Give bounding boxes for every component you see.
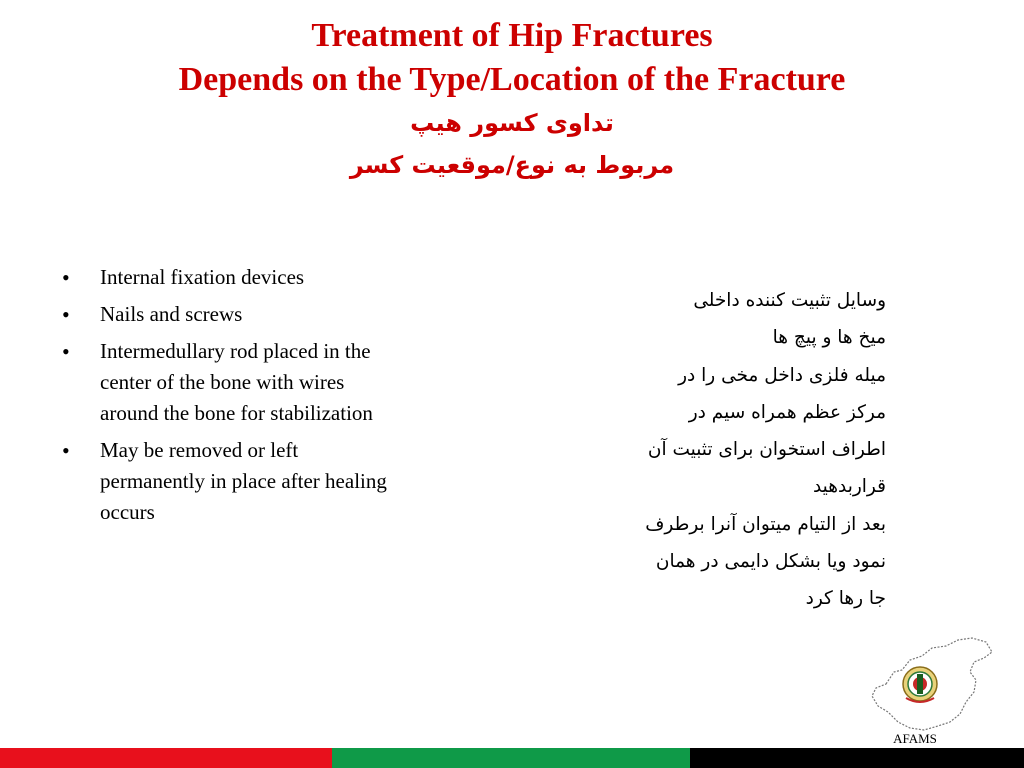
persian-line: قراربدهید [812, 476, 886, 498]
bullet-dot-icon: • [62, 302, 70, 327]
bullet-item [62, 435, 392, 528]
bullet-dot-icon: • [62, 438, 70, 463]
title-persian-line-2: مربوط به نوع/موقعیت کسر [349, 151, 675, 179]
bullet-text: Nails and screws [100, 302, 243, 326]
bullet-text: Internal fixation devices [100, 265, 305, 289]
bullet-text: May be removed or left permanently in place after healing occurs [100, 438, 387, 524]
bullet-item [62, 299, 392, 330]
bullet-item [62, 336, 392, 429]
persian-line: میله فلزی داخل مخی را در [678, 364, 886, 386]
title-persian-line-1: تداوی کسور هیپ [410, 109, 614, 137]
persian-line: جا رها کرد [805, 588, 886, 610]
bullet-dot-icon: • [62, 339, 70, 364]
title-english-line-2: Depends on the Type/Location of the Fracture [178, 61, 846, 98]
slide-title [0, 14, 1024, 186]
title-english-line-1: Treatment of Hip Fractures [311, 17, 713, 54]
flag-segment-black [690, 748, 1024, 768]
flag-segment-green [332, 748, 690, 768]
bullet-item [62, 262, 392, 293]
persian-line: نمود ویا بشکل دایمی در همان [655, 551, 886, 573]
persian-line: مرکز عظم همراه سیم در [688, 401, 886, 423]
persian-line: میخ ها و پیچ ها [772, 327, 886, 349]
flag-segment-red [0, 748, 332, 768]
afghanistan-map-emblem-icon [866, 636, 1000, 736]
persian-line: وسایل تثبیت کننده داخلی [693, 290, 886, 311]
bullet-text: Intermedullary rod placed in the center of the bone with wires around the bone for stabilization [100, 339, 373, 425]
bullet-dot-icon: • [62, 265, 70, 290]
persian-text-block [520, 282, 886, 618]
org-label: AFAMS [893, 731, 937, 746]
persian-line: بعد از التیام میتوان آنرا برطرف [645, 513, 886, 535]
flag-color-bar [0, 748, 1024, 768]
persian-line: اطراف استخوان برای تثبیت آن [647, 439, 886, 461]
english-bullet-list [62, 262, 392, 534]
